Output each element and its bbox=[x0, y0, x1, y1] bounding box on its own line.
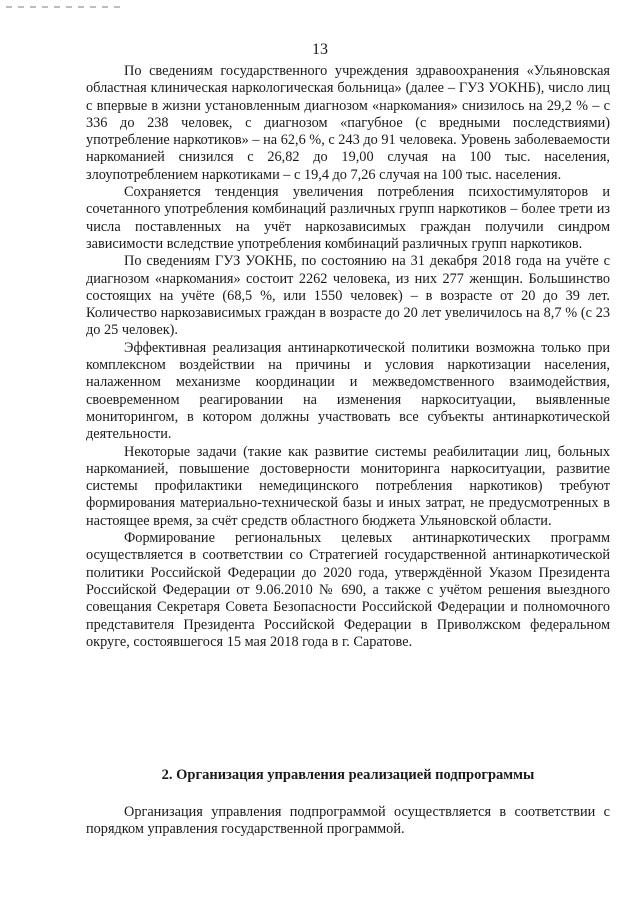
section-body bbox=[86, 804, 610, 839]
paragraph-management: Организация управления подпрограммой осуществляется в соответствии с порядком управления государственной программой. bbox=[86, 804, 610, 838]
paragraph-drug-statistics: По сведениям государственного учреждения здравоохранения «Ульяновская областная клиническая наркологическая больница» (далее – ГУЗ УОКНБ), число лиц с впервые в жизни установленным диагнозом «наркомания» снизилось на 29,2 % – с 336 до 238 человек, с диагнозом «пагубное (с вредными последствиями) употребление наркотиков» – на 62,6 %, с 243 до 91 человека. Уровень заболеваемости наркоманией снизился с 26,82 до 19,00 случая на 100 тыс. населения, злоупотреблением наркотиками – с 19,4 до 7,26 случая на 100 тыс. населения. bbox=[86, 63, 610, 183]
paragraph-regional-programs: Формирование региональных целевых антинаркотических программ осуществляется в соответствии со Стратегией государственной антинаркотической политики Российской Федерации до 2020 года, утверждённой Указом Президента Российской Федерации от 9.06.2010 № 690, а также с учётом решения выездного совещания Секретаря Совета Безопасности Российской Федерации и полномочного представителя Президента Российской Федерации в Приволжском федеральном округе, состоявшегося 15 мая 2018 года в г. Саратове. bbox=[86, 530, 610, 650]
paragraph-psychostimulants-trend: Сохраняется тенденция увеличения потребления психостимуляторов и сочетанного употребления комбинаций различных групп наркотиков – более трети из числа поставленных на учёт наркозависимых граждан получили синдром зависимости вследствие употребления комбинаций различных групп наркотиков. bbox=[86, 184, 610, 252]
page-number: 13 bbox=[312, 41, 328, 58]
document-body bbox=[86, 63, 610, 651]
paragraph-registered-patients: По сведениям ГУЗ УОКНБ, по состоянию на 31 декабря 2018 года на учёте с диагнозом «наркомания» состоит 2262 человека, из них 277 женщин. Большинство состоящих на учёте (68,5 %, или 1550 человек) – в возрасте от 20 до 39 лет. Количество наркозависимых граждан в возрасте до 20 лет увеличилось на 8,7 % (с 23 до 25 человек). bbox=[86, 253, 610, 339]
paragraph-policy-effectiveness: Эффективная реализация антинаркотической политики возможна только при комплексном воздействии на причины и условия наркотизации населения, налаженном механизме координации и межведомственного взаимодействия, своевременном реагировании на изменения наркоситуации, выявленные мониторингом, в котором должны участвовать все субъекты антинаркотической деятельности. bbox=[86, 339, 610, 443]
scan-artifact bbox=[6, 6, 126, 8]
paragraph-tasks-funding: Некоторые задачи (такие как развитие системы реабилитации лиц, больных наркоманией, повышение достоверности мониторинга наркоситуации, развитие системы профилактики немедицинского потребления наркотиков) требуют формирования материально-технической базы и иных затрат, не предусмотренных в настоящее время, за счёт средств областного бюджета Ульяновской области. bbox=[86, 443, 610, 529]
section-heading: 2. Организация управления реализацией подпрограммы bbox=[161, 767, 535, 783]
